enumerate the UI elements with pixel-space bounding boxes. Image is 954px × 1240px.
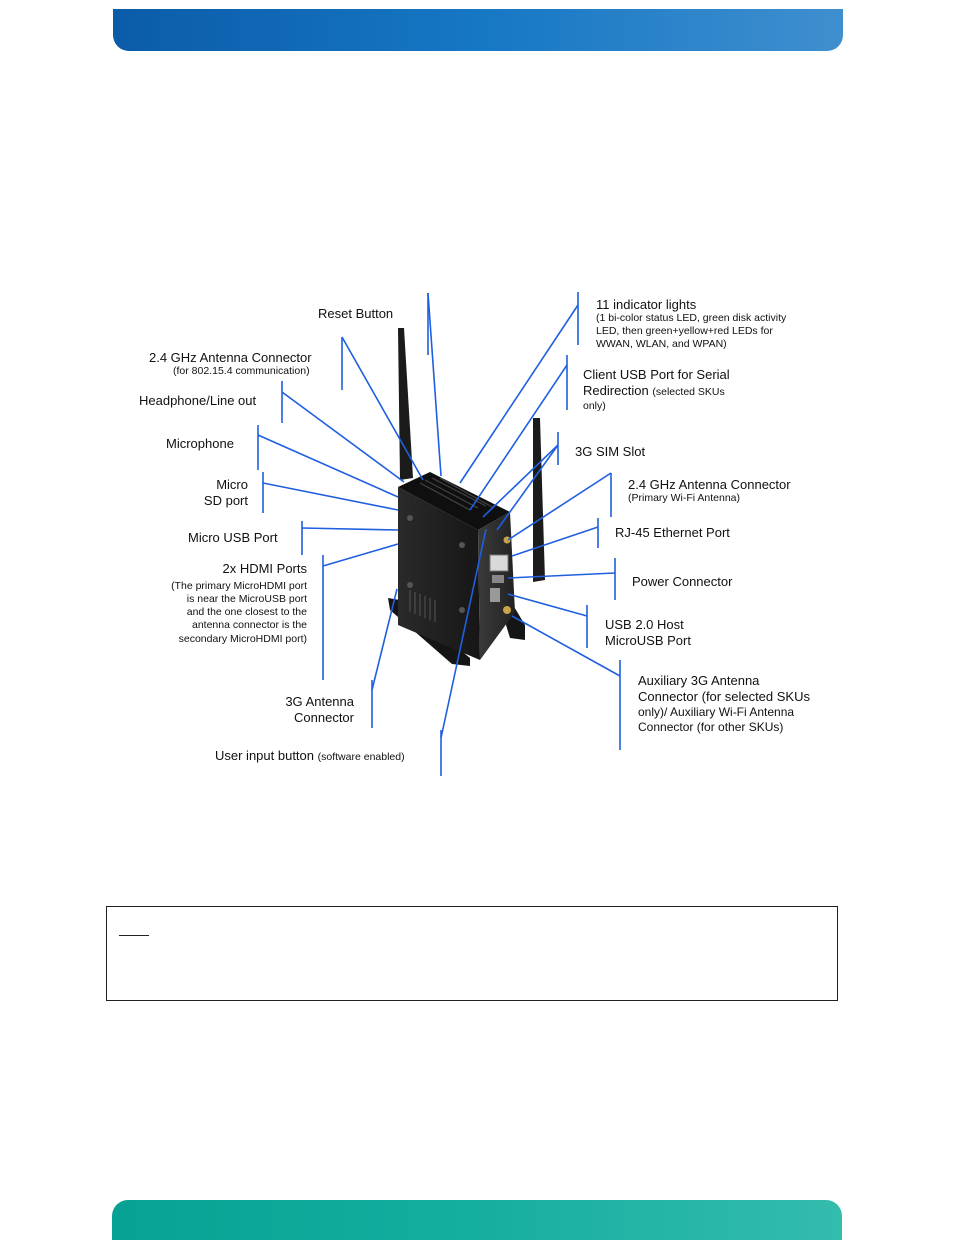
leader-indicator <box>460 305 578 483</box>
leader-headphone <box>282 392 404 482</box>
leader-micro-sd <box>263 483 398 510</box>
leader-usb-host <box>508 594 587 616</box>
leader-antenna-24-right <box>508 473 611 540</box>
note-box <box>106 906 838 1001</box>
label-antenna-24-top-sub: (for 802.15.4 communication) <box>173 365 310 377</box>
leader-antenna-24-top <box>342 337 423 480</box>
leader-aux <box>512 616 620 676</box>
leader-reset <box>428 293 441 476</box>
leader-hdmi <box>323 544 398 566</box>
label-3g-antenna-line2: Connector <box>294 710 354 725</box>
label-headphone: Headphone/Line out <box>139 393 257 408</box>
label-client-usb-line2 <box>583 383 725 399</box>
leader-sim <box>483 445 558 517</box>
label-hdmi-sub-5: secondary MicroHDMI port) <box>178 633 307 645</box>
label-client-usb-redirection: Redirection <box>583 383 649 398</box>
label-indicator-title: 11 indicator lights <box>596 297 697 312</box>
leader-microphone <box>258 435 398 497</box>
note-underline-mark <box>119 935 149 936</box>
label-aux-line3: only)/ Auxiliary Wi-Fi Antenna <box>638 705 795 719</box>
label-indicator-sub-1: (1 bi-color status LED, green disk activity <box>596 312 787 324</box>
footer-banner <box>112 1200 842 1240</box>
label-hdmi-title: 2x HDMI Ports <box>222 561 307 576</box>
label-aux-line4: Connector (for other SKUs) <box>638 720 784 734</box>
leader-rj45 <box>512 527 598 556</box>
label-client-usb-sub-1: (selected SKUs <box>652 386 725 398</box>
label-rj45: RJ-45 Ethernet Port <box>615 525 730 540</box>
label-indicator-sub-2: LED, then green+yellow+red LEDs for <box>596 325 773 337</box>
label-micro-usb: Micro USB Port <box>188 530 278 545</box>
label-indicator-sub-3: WWAN, WLAN, and WPAN) <box>596 338 727 350</box>
leader-power <box>508 573 615 578</box>
label-3g-antenna-line1: 3G Antenna <box>285 694 354 709</box>
label-antenna-24-right-sub: (Primary Wi-Fi Antenna) <box>628 492 741 504</box>
leader-sim <box>497 445 558 530</box>
label-hdmi-sub-4: antenna connector is the <box>192 619 307 631</box>
label-hdmi-sub-3: and the one closest to the <box>186 606 307 618</box>
leader-3g-antenna <box>372 589 397 690</box>
label-antenna-24-right: 2.4 GHz Antenna Connector <box>628 477 791 492</box>
label-client-usb-sub-2: only) <box>583 400 606 412</box>
label-aux-connector-sub: (for selected SKUs <box>701 689 810 704</box>
label-hdmi-sub-2: is near the MicroUSB port <box>186 593 307 605</box>
label-sim-slot: 3G SIM Slot <box>575 444 646 459</box>
label-power: Power Connector <box>632 574 733 589</box>
label-usb-host-line2: MicroUSB Port <box>605 633 691 648</box>
label-microphone: Microphone <box>166 436 234 451</box>
label-client-usb-line1: Client USB Port for Serial <box>583 367 730 382</box>
label-usb-host-line1: USB 2.0 Host <box>605 617 684 632</box>
label-antenna-24-top: 2.4 GHz Antenna Connector <box>149 350 312 365</box>
label-user-input <box>215 748 405 764</box>
label-hdmi-sub-1: (The primary MicroHDMI port <box>171 580 307 592</box>
label-user-input-main: User input button <box>215 748 315 763</box>
label-aux-line1: Auxiliary 3G Antenna <box>638 673 760 688</box>
leader-client-usb <box>470 365 567 510</box>
leader-micro-usb <box>302 528 398 530</box>
right-antenna <box>533 418 545 582</box>
label-micro-sd-line2: SD port <box>203 493 248 508</box>
label-aux-connector: Connector <box>638 689 698 704</box>
label-user-input-sub: (software enabled) <box>317 751 405 763</box>
label-micro-sd-line1: Micro <box>216 477 248 492</box>
label-reset-button: Reset Button <box>318 306 394 321</box>
label-aux-line2 <box>638 689 810 704</box>
